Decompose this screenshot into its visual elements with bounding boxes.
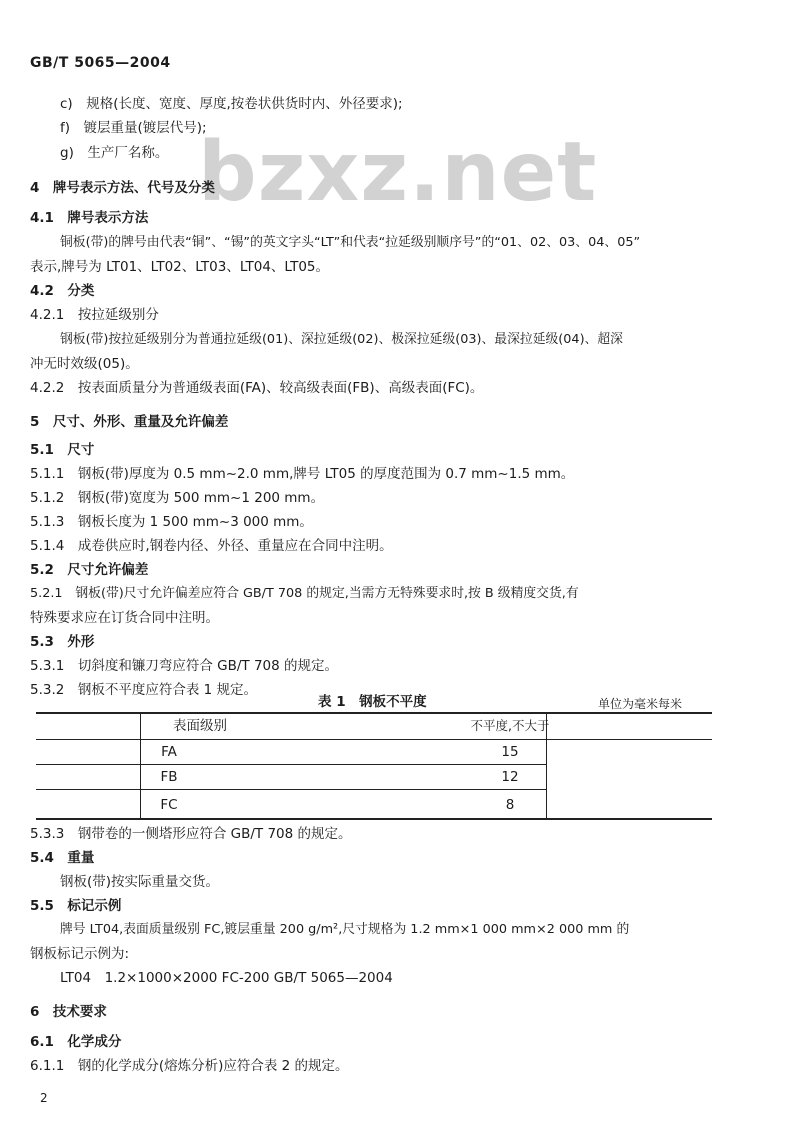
section-4-2-1-title: 4.2.1 按拉延级别分 [30,307,159,323]
section-6-1-title: 6.1 化学成分 [30,1034,122,1050]
list-item-f: f) 镀层重量(镀层代号); [60,120,207,136]
standard-header: GB/T 5065—2004 [30,55,171,71]
table-bottom-border [36,818,712,820]
paragraph-5-2-1-line1: 5.2.1 钢板(带)尺寸允许偏差应符合 GB/T 708 的规定,当需方无特殊要求时,按 B 级精度交货,有 [30,586,579,601]
watermark: bzxz.net [198,125,598,220]
marking-example: LT04 1.2×1000×2000 FC-200 GB/T 5065—2004 [60,970,393,986]
paragraph-5-1-2: 5.1.2 钢板(带)宽度为 500 mm~1 200 mm。 [30,490,325,506]
paragraph-5-1-1: 5.1.1 钢板(带)厚度为 0.5 mm~2.0 mm,牌号 LT05 的厚度范围为 0.7 mm~1.5 mm。 [30,466,575,482]
section-6-title: 6 技术要求 [30,1004,107,1020]
section-5-4-title: 5.4 重量 [30,850,95,866]
section-4-title: 4 牌号表示方法、代号及分类 [30,180,215,196]
paragraph-5-1-3: 5.1.3 钢板长度为 1 500 mm~3 000 mm。 [30,514,313,530]
table-header-flatness: 不平度,不大于 [470,718,550,733]
table-cell-grade: FA [161,744,177,760]
paragraph-5-5-line2: 钢板标记示例为: [30,946,130,962]
paragraph-5-4: 钢板(带)按实际重量交货。 [60,874,220,890]
section-5-5-title: 5.5 标记示例 [30,898,122,914]
paragraph-5-2-1-line2: 特殊要求应在订货合同中注明。 [30,610,219,626]
table-header-divider [36,739,712,740]
table-cell-value: 12 [501,769,519,785]
table-1-caption: 表 1 钢板不平度 [318,694,427,710]
list-item-g: g) 生产厂名称。 [60,145,169,161]
section-4-1-title: 4.1 牌号表示方法 [30,210,149,226]
section-5-title: 5 尺寸、外形、重量及允许偏差 [30,414,229,430]
paragraph-5-1-4: 5.1.4 成卷供应时,钢卷内径、外径、重量应在合同中注明。 [30,538,393,554]
table-cell-value: 8 [505,797,515,813]
paragraph-4-2-2: 4.2.2 按表面质量分为普通级表面(FA)、较高级表面(FB)、高级表面(FC)。 [30,380,484,396]
list-item-c: c) 规格(长度、宽度、厚度,按卷状供货时内、外径要求); [60,96,403,112]
table-top-border [36,712,712,714]
page-number: 2 [40,1091,48,1105]
paragraph-5-3-2: 5.3.2 钢板不平度应符合表 1 规定。 [30,682,258,698]
section-5-2-title: 5.2 尺寸允许偏差 [30,562,149,578]
section-5-1-title: 5.1 尺寸 [30,442,95,458]
table-cell-value: 15 [501,744,519,760]
paragraph-4-2-1-line2: 冲无时效级(05)。 [30,356,139,372]
section-4-2-title: 4.2 分类 [30,283,95,299]
paragraph-5-3-3: 5.3.3 钢带卷的一侧塔形应符合 GB/T 708 的规定。 [30,826,352,842]
paragraph-6-1-1: 6.1.1 钢的化学成分(熔炼分析)应符合表 2 的规定。 [30,1058,349,1074]
table-row-divider [36,764,546,765]
paragraph-4-2-1-line1: 钢板(带)按拉延级别分为普通拉延级(01)、深拉延级(02)、极深拉延级(03)、最深拉延级(04)、超深 [60,332,623,347]
paragraph-5-3-1: 5.3.1 切斜度和镰刀弯应符合 GB/T 708 的规定。 [30,658,339,674]
table-cell-grade: FC [160,797,178,813]
table-cell-grade: FB [160,769,178,785]
paragraph-4-1-line2: 表示,牌号为 LT01、LT02、LT03、LT04、LT05。 [30,259,330,275]
section-5-3-title: 5.3 外形 [30,634,95,650]
table-1-unit: 单位为毫米每米 [598,697,683,711]
paragraph-4-1-line1: 铜板(带)的牌号由代表“铜”、“锡”的英文字头“LT”和代表“拉延级别顺序号”的“01、02、03、04、05” [60,235,641,250]
paragraph-5-5-line1: 牌号 LT04,表面质量级别 FC,镀层重量 200 g/m²,尺寸规格为 1.2 mm×1 000 mm×2 000 mm 的 [60,922,630,937]
table-row-divider [36,789,546,790]
table-header-grade: 表面级别 [173,718,227,734]
